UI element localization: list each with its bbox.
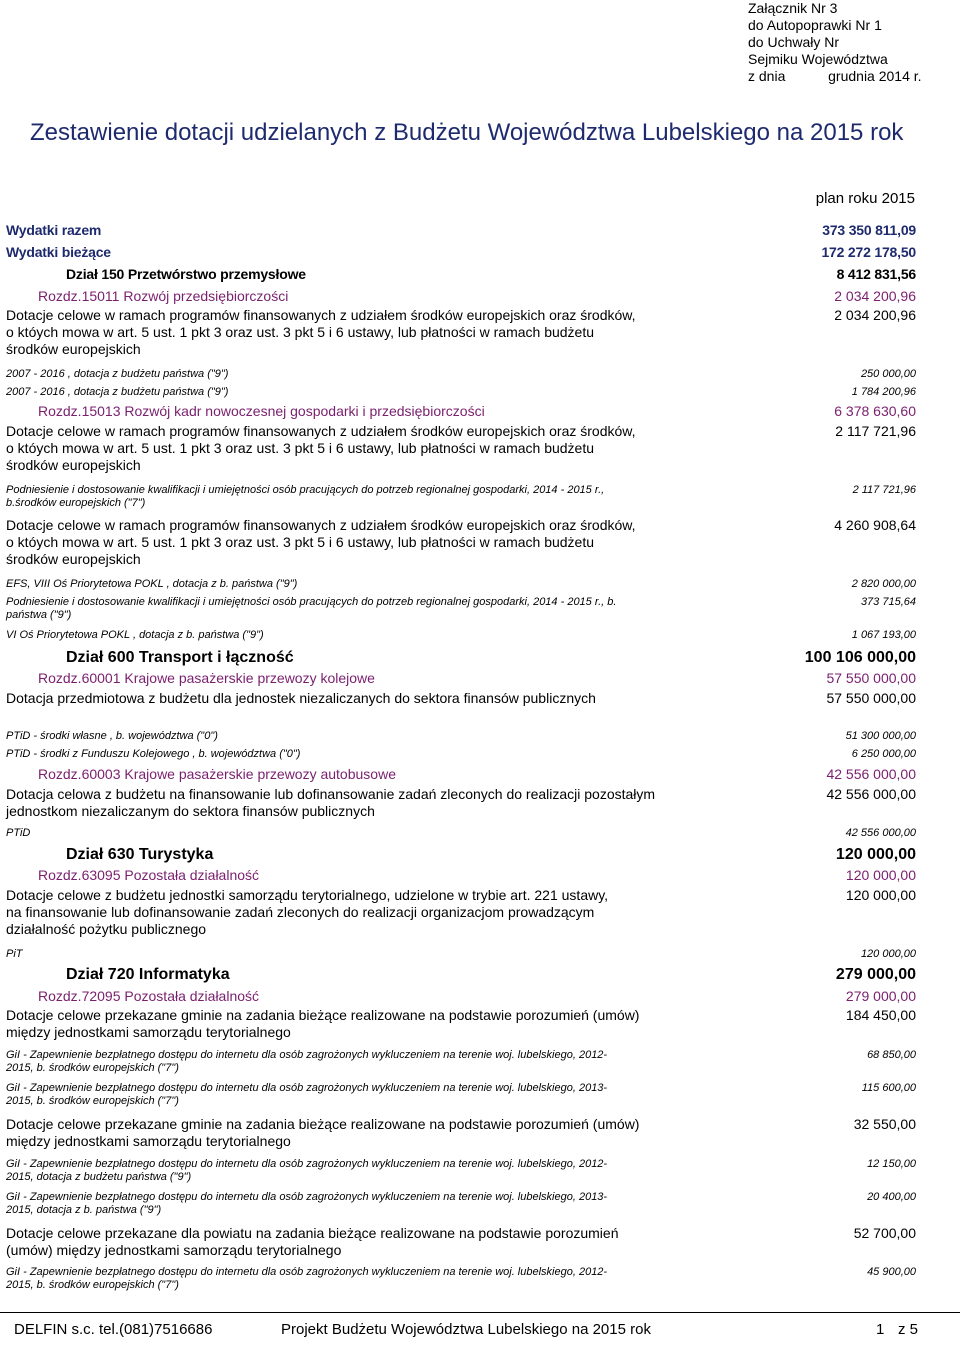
- row-value: 51 300 000,00: [845, 730, 916, 742]
- row-note: [6, 386, 916, 399]
- row-label: GiI - Zapewnienie bezpłatnego dostępu do internetu dla osób zagrożonych wykluczeniem na terenie woj. lubelskiego, 2012-2015, dotacja z budżetu państwa ("9"): [6, 1158, 608, 1183]
- row-label: Dotacje celowe z budżetu jednostki samorządu terytorialnego, udzielone w trybie art. 221 ustawy, na finansowanie lub dofinansowanie zadań zleconych do realizacji organizacjom prowadzącym działalność pożytku publicznego: [6, 887, 609, 937]
- row-value: 120 000,00: [845, 867, 916, 883]
- row-label: VI Oś Priorytetowa POKL , dotacja z b. państwa ("9"): [6, 629, 264, 641]
- row-rozdz-63095: [38, 867, 916, 883]
- row-label: Dotacje celowe w ramach programów finansowanych z udziałem środków europejskich oraz środków, o któych mowa w art. 5 ust. 1 pkt 3 oraz ust. 3 pkt 5 i 6 ustawy, lub płatności w ramach budżetu środków europejskich: [6, 517, 636, 567]
- row-label: PiT: [6, 948, 23, 960]
- row-value: 115 600,00: [861, 1082, 916, 1094]
- row-value: 120 000,00: [845, 887, 916, 903]
- row-value: 42 556 000,00: [845, 827, 916, 839]
- row-value: 45 900,00: [867, 1266, 916, 1278]
- row-value: 42 556 000,00: [826, 786, 916, 802]
- row-note: [6, 1266, 916, 1292]
- row-note: [6, 748, 916, 761]
- row-label: Dotacje celowe w ramach programów finansowanych z udziałem środków europejskich oraz środków, o któych mowa w art. 5 ust. 1 pkt 3 oraz ust. 3 pkt 5 i 6 ustawy, lub płatności w ramach budżetu środków europejskich: [6, 307, 636, 357]
- column-header-plan: plan roku 2015: [815, 190, 915, 207]
- row-wydatki-biezace: [6, 244, 916, 260]
- page-footer: [0, 1312, 960, 1351]
- row-note: [6, 827, 916, 840]
- row-value: 279 000,00: [845, 988, 916, 1004]
- row-label: Dotacje celowe przekazane gminie na zadania bieżące realizowane na podstawie porozumień (umów) między jednostkami samorządu terytorialnego: [6, 1007, 640, 1040]
- row-label: GiI - Zapewnienie bezpłatnego dostępu do internetu dla osób zagrożonych wykluczeniem na terenie woj. lubelskiego, 2012-2015, b. środków europejskich ("7"): [6, 1266, 608, 1291]
- row-dotacja-description: [6, 690, 916, 707]
- row-label: Podniesienie i dostosowanie kwalifikacji i umiejętności osób pracujących do potrzeb regionalnej gospodarki, 2014 - 2015 r., b.środków europejskich ("7"): [6, 484, 605, 509]
- row-value: 184 450,00: [845, 1007, 916, 1023]
- row-value: 2 117 721,96: [835, 423, 916, 439]
- annex-reference: do Autopoprawki Nr 1: [748, 17, 882, 33]
- row-label: 2007 - 2016 , dotacja z budżetu państwa ("9"): [6, 386, 229, 398]
- row-value: 120 000,00: [835, 846, 916, 863]
- row-note: [6, 1158, 916, 1184]
- row-dotacja-description: [6, 1116, 916, 1150]
- row-label: GiI - Zapewnienie bezpłatnego dostępu do internetu dla osób zagrożonych wykluczeniem na terenie woj. lubelskiego, 2013-2015, b. środków europejskich ("7"): [6, 1082, 608, 1107]
- row-value: 2 820 000,00: [851, 578, 916, 590]
- row-value: 279 000,00: [835, 966, 916, 983]
- row-value: 12 150,00: [867, 1158, 916, 1170]
- row-note: [6, 948, 916, 961]
- row-wydatki-razem: [6, 222, 916, 238]
- assembly-name: Sejmiku Województwa: [748, 51, 888, 67]
- row-dzial-720: [66, 966, 916, 984]
- row-note: [6, 730, 916, 743]
- row-label: Dotacja przedmiotowa z budżetu dla jednostek niezaliczanych do sektora finansów publicznych: [6, 690, 596, 706]
- row-dotacja-description: [6, 887, 916, 938]
- row-label: Podniesienie i dostosowanie kwalifikacji i umiejętności osób pracujących do potrzeb regionalnej gospodarki, 2014 - 2015 r., b. państwa ("9"): [6, 596, 617, 621]
- row-value: 6 250 000,00: [851, 748, 916, 760]
- row-dotacja-description: [6, 423, 916, 474]
- row-label: Rozdz.60001 Krajowe pasażerskie przewozy kolejowe: [38, 670, 375, 686]
- row-value: 57 550 000,00: [826, 670, 916, 686]
- row-value: 250 000,00: [860, 368, 916, 380]
- row-dotacja-description: [6, 517, 916, 568]
- row-note: [6, 578, 916, 591]
- row-note: [6, 596, 916, 622]
- row-value: 8 412 831,56: [836, 266, 916, 282]
- footer-company: DELFIN s.c. tel.(081)7516686: [14, 1321, 213, 1338]
- row-value: 373 350 811,09: [822, 222, 916, 238]
- row-label: Dotacja celowa z budżetu na finansowanie lub dofinansowanie zadań zleconych do realizacji pozostałym jednostkom niezaliczanym do sektora finansów publicznych: [6, 786, 656, 819]
- row-dotacja-description: [6, 1007, 916, 1041]
- row-label: GiI - Zapewnienie bezpłatnego dostępu do internetu dla osób zagrożonych wykluczeniem na terenie woj. lubelskiego, 2012-2015, b. środków europejskich ("7"): [6, 1049, 608, 1074]
- row-value: 42 556 000,00: [826, 766, 916, 782]
- row-label: EFS, VIII Oś Priorytetowa POKL , dotacja z b. państwa ("9"): [6, 578, 298, 590]
- row-rozdz-60001: [38, 670, 916, 686]
- row-dzial-600: [66, 649, 916, 667]
- row-rozdz-15013: [38, 403, 916, 419]
- row-dzial-150: [66, 266, 916, 282]
- row-dotacja-description: [6, 786, 916, 820]
- row-label: PTiD - środki własne , b. województwa ("0"): [6, 730, 218, 742]
- row-value: 2 034 200,96: [834, 307, 916, 323]
- resolution-date: z dnia grudnia 2014 r.: [748, 68, 922, 84]
- row-note: [6, 368, 916, 381]
- row-label: Rozdz.15011 Rozwój przedsiębiorczości: [38, 288, 289, 304]
- row-note: [6, 1191, 916, 1217]
- row-value: 1 784 200,96: [851, 386, 916, 398]
- row-label: GiI - Zapewnienie bezpłatnego dostępu do internetu dla osób zagrożonych wykluczeniem na terenie woj. lubelskiego, 2013-2015, dotacja z b. państwa ("9"): [6, 1191, 608, 1216]
- row-value: 2 034 200,96: [834, 288, 916, 304]
- footer-document-title: Projekt Budżetu Województwa Lubelskiego na 2015 rok: [281, 1321, 651, 1338]
- row-value: 172 272 178,50: [821, 244, 916, 260]
- row-label: 2007 - 2016 , dotacja z budżetu państwa ("9"): [6, 368, 229, 380]
- row-value: 6 378 630,60: [834, 403, 916, 419]
- row-dzial-630: [66, 846, 916, 864]
- row-dotacja-description: [6, 307, 916, 358]
- row-note: [6, 1082, 916, 1108]
- row-rozdz-60003: [38, 766, 916, 782]
- row-label: Dział 600 Transport i łączność: [66, 649, 294, 666]
- row-label: Rozdz.72095 Pozostała działalność: [38, 988, 260, 1004]
- row-label: PTiD - środki z Funduszu Kolejowego , b. województwa ("0"): [6, 748, 301, 760]
- row-value: 4 260 908,64: [834, 517, 916, 533]
- annex-number: Załącznik Nr 3: [748, 0, 838, 16]
- row-value: 57 550 000,00: [826, 690, 916, 706]
- row-label: Dotacje celowe w ramach programów finansowanych z udziałem środków europejskich oraz środków, o któych mowa w art. 5 ust. 1 pkt 3 oraz ust. 3 pkt 5 i 6 ustawy, lub płatności w ramach budżetu środków europejskich: [6, 423, 636, 473]
- row-value: 68 850,00: [867, 1049, 916, 1061]
- row-note: [6, 629, 916, 642]
- row-note: [6, 1049, 916, 1075]
- row-label: Wydatki razem: [6, 222, 102, 238]
- row-value: 120 000,00: [860, 948, 916, 960]
- footer-page-total: z 5: [898, 1321, 919, 1338]
- row-value: 52 700,00: [853, 1225, 916, 1241]
- row-value: 100 106 000,00: [804, 649, 916, 666]
- row-label: Dotacje celowe przekazane gminie na zadania bieżące realizowane na podstawie porozumień (umów) między jednostkami samorządu terytorialnego: [6, 1116, 640, 1149]
- row-value: 32 550,00: [853, 1116, 916, 1132]
- row-value: 2 117 721,96: [852, 484, 916, 496]
- page-title: Zestawienie dotacji udzielanych z Budżetu Województwa Lubelskiego na 2015 rok: [30, 119, 904, 146]
- row-label: Dział 630 Turystyka: [66, 846, 214, 863]
- row-label: Dział 720 Informatyka: [66, 966, 230, 983]
- resolution-number: do Uchwały Nr: [748, 34, 840, 50]
- row-label: Rozdz.15013 Rozwój kadr nowoczesnej gospodarki i przedsiębiorczości: [38, 403, 485, 419]
- row-label: Rozdz.63095 Pozostała działalność: [38, 867, 260, 883]
- footer-page-number: 1: [876, 1321, 885, 1338]
- row-label: Wydatki bieżące: [6, 244, 111, 260]
- row-value: 20 400,00: [867, 1191, 916, 1203]
- row-rozdz-72095: [38, 988, 916, 1004]
- row-label: Rozdz.60003 Krajowe pasażerskie przewozy autobusowe: [38, 766, 396, 782]
- row-label: Dział 150 Przetwórstwo przemysłowe: [66, 266, 306, 282]
- annex-header-note: [748, 0, 922, 85]
- row-dotacja-description: [6, 1225, 916, 1259]
- row-note: [6, 484, 916, 510]
- row-value: 373 715,64: [860, 596, 916, 608]
- row-rozdz-15011: [38, 288, 916, 304]
- row-value: 1 067 193,00: [851, 629, 916, 641]
- row-label: PTiD: [6, 827, 31, 839]
- row-label: Dotacje celowe przekazane dla powiatu na zadania bieżące realizowane na podstawie porozumień (umów) między jednostkami samorządu terytorialnego: [6, 1225, 619, 1258]
